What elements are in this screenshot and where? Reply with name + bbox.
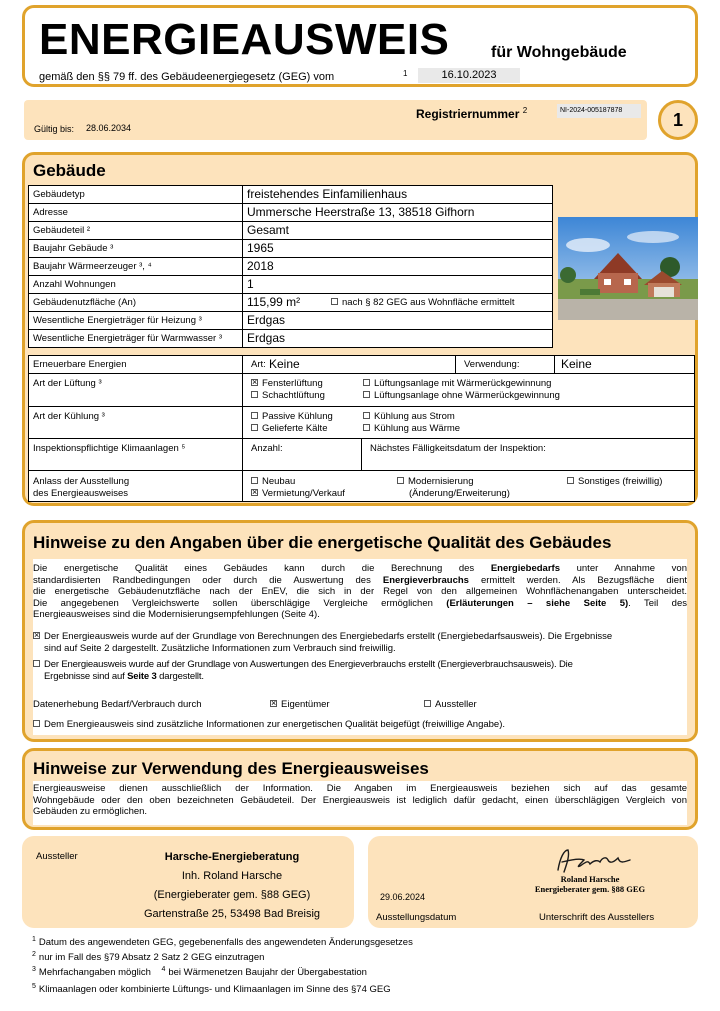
document-title: ENERGIEAUSWEIS — [39, 15, 450, 64]
option-passive-kuehlung[interactable]: Passive Kühlung — [251, 411, 333, 422]
option-aussteller[interactable]: Aussteller — [424, 699, 477, 711]
area-note: nach § 82 GEG aus Wohnfläche ermittelt — [331, 294, 515, 311]
valid-until-value: 28.06.2034 — [86, 123, 132, 133]
document-subtitle: gemäß den §§ 79 ff. des Gebäudeenergiegesetz (GEG) vom — [39, 71, 335, 83]
row-value: 1965 — [242, 239, 553, 258]
renewable-use-value: Keine — [554, 355, 695, 374]
renewable-label: Erneuerbare Energien — [28, 355, 243, 374]
issue-date-label: Ausstellungsdatum — [376, 912, 457, 923]
inspection-due: Nächstes Fälligkeitsdatum der Inspektion: — [361, 438, 695, 471]
issuer-label: Aussteller — [36, 851, 78, 862]
option-gelieferte-kaelte[interactable]: Gelieferte Kälte — [251, 423, 327, 434]
inspection-label: Inspektionspflichtige Klimaanlagen ⁵ — [28, 438, 243, 471]
row-label: Gebäudenutzfläche (An) — [28, 293, 243, 312]
signature-band: 29.06.2024 Ausstellungsdatum Roland Harsche Energieberater gem. §88 GEG Unterschrift des Ausstellers — [368, 836, 698, 928]
row-label: Adresse — [28, 203, 243, 222]
row-value: Erdgas — [242, 311, 553, 330]
inspection-count: Anzahl: — [242, 438, 362, 471]
row-value: Ummersche Heerstraße 13, 38518 Gifhorn — [242, 203, 553, 222]
quality-notes-paragraph: Die energetische Qualität eines Gebäudes kann durch die Berechnung des Energiebedarfs unter Annahme von standardisierten Randbedingungen oder durch die Auswertung des Energieverbrauchs ermittelt werden. Als Bezugsfläche dient die energetische Gebäudenutzfläche nach der EnEV, die sich in der Regel von den allgemeinen Wohnflächenangaben unterscheidet. Die angegebenen Vergleichswerte sollen überschlägige Vergleiche ermöglichen (Erläuterungen – siehe Seite 5). Teil des Energieausweises sind die Modernisierungsempfehlungen (Seite 4). — [33, 563, 687, 621]
row-label: Baujahr Gebäude ³ — [28, 239, 243, 258]
header-box — [22, 5, 698, 87]
cooling-label: Art der Kühlung ³ — [28, 406, 243, 439]
footnote-1: $^1$ Datum des angewendeten GEG, gegebenenfalls des angewendeten Änderungsgesetzes — [32, 936, 413, 948]
row-value: Gesamt — [242, 221, 553, 240]
geg-date: 16.10.2023 — [418, 68, 520, 83]
option-lueftung-ohne-wrg[interactable]: Lüftungsanlage ohne Wärmerückgewinnung — [363, 390, 560, 401]
page-number: 1 — [658, 100, 698, 140]
row-label: Wesentliche Energieträger für Heizung ³ — [28, 311, 243, 330]
option-modernisierung[interactable]: Modernisierung — [397, 476, 473, 487]
valid-until-label: Gültig bis: — [34, 124, 75, 134]
row-label: Anzahl Wohnungen — [28, 275, 243, 294]
option-schachtlueftung[interactable]: Schachtlüftung — [251, 390, 325, 401]
option-bedarfsausweis[interactable]: ×Der Energieausweis wurde auf der Grundlage von Berechnungen des Energiebedarfs erstellt (Energiebedarfsausweis). Die Ergebnisse sind auf Seite 2 dargestellt. Zusätzliche Informationen zum Verbrauch sind freiwillig. — [33, 631, 687, 654]
occasion-label: Anlass der Ausstellung des Energieausweises — [28, 470, 243, 502]
house-photo — [558, 217, 698, 320]
building-section — [22, 152, 698, 506]
issuer-band — [22, 836, 354, 928]
document-title-suffix: für Wohngebäude — [491, 44, 627, 61]
option-eigentuemer[interactable]: × Eigentümer — [270, 699, 330, 711]
usage-notes-section — [22, 748, 698, 830]
option-lueftung-mit-wrg[interactable]: Lüftungsanlage mit Wärmerückgewinnung — [363, 378, 551, 389]
row-value: freistehendes Einfamilienhaus — [242, 185, 553, 204]
footnote-3: $^3$ Mehrfachangaben möglich $^4$ bei Wärmenetzen Baujahr der Übergabestation — [32, 966, 367, 978]
footnote-5: $^5$ Klimaanlagen oder kombinierte Lüftungs- und Klimaanlagen im Sinne des §74 GEG — [32, 983, 391, 995]
data-collection-label: Datenerhebung Bedarf/Verbrauch durch — [33, 699, 202, 710]
cooling-options — [242, 406, 695, 439]
quality-notes-body — [33, 559, 687, 735]
option-vermietung[interactable]: ×Vermietung/Verkauf — [251, 488, 345, 499]
row-label: Wesentliche Energieträger für Warmwasser ³ — [28, 329, 243, 348]
issuer-details: Harsche-Energieberatung Inh. Roland Harsche (Energieberater gem. §88 GEG) Gartenstraße 25, 53498 Bad Breisig — [143, 851, 321, 920]
renewable-art-value: Keine — [269, 357, 300, 371]
row-label: Baujahr Wärmeerzeuger ³, ⁴ — [28, 257, 243, 276]
row-value: 2018 — [242, 257, 553, 276]
ventilation-options — [242, 373, 695, 407]
option-verbrauchsausweis[interactable]: Der Energieausweis wurde auf der Grundlage von Auswertungen des Energieverbrauchs erstellt (Energieverbrauchsausweis). Die Ergebnisse sind auf Seite 3 dargestellt. — [33, 659, 687, 682]
signature-image — [550, 846, 640, 876]
quality-notes-section — [22, 520, 698, 742]
registry-band — [24, 100, 647, 140]
checkbox-area-note[interactable] — [331, 298, 338, 305]
registry-number: NI-2024-005187878 — [557, 104, 641, 118]
quality-notes-title: Hinweise zu den Angaben über die energetische Qualität des Gebäudes — [33, 533, 612, 552]
row-value: Erdgas — [242, 329, 553, 348]
footnote-ref: 1 — [403, 69, 408, 78]
signature-label: Unterschrift des Ausstellers — [539, 912, 655, 923]
registry-label: Registriernummer $^2$ — [416, 106, 528, 121]
option-extra-info[interactable]: Dem Energieausweis sind zusätzliche Informationen zur energetischen Qualität beigefügt (freiwillige Angabe). — [33, 719, 505, 731]
row-label: Gebäudeteil ² — [28, 221, 243, 240]
building-section-title: Gebäude — [33, 161, 106, 180]
usage-notes-body: Energieausweise dienen ausschließlich der Information. Die Angaben im Energieausweis beziehen sich auf das gesamte Wohngebäude oder den oben bezeichneten Gebäudeteil. Der Energieausweis ist lediglich dafür gedacht, einen überschlägigen Vergleich von Gebäuden zu ermöglichen. — [33, 781, 687, 825]
row-value: 1 — [242, 275, 553, 294]
option-kuehlung-strom[interactable]: Kühlung aus Strom — [363, 411, 455, 422]
row-label: Gebäudetyp — [28, 185, 243, 204]
option-kuehlung-waerme[interactable]: Kühlung aus Wärme — [363, 423, 460, 434]
option-sonstiges[interactable]: Sonstiges (freiwillig) — [567, 476, 662, 487]
row-value — [242, 293, 553, 312]
footnote-2: $^2$ nur im Fall des §79 Absatz 2 Satz 2 GEG einzutragen — [32, 951, 265, 963]
option-neubau[interactable]: Neubau — [251, 476, 295, 487]
option-fensterlueftung[interactable]: × Fensterlüftung — [251, 378, 323, 389]
issue-date: 29.06.2024 — [380, 892, 426, 902]
ventilation-label: Art der Lüftung ³ — [28, 373, 243, 407]
area-value: 115,99 m² — [247, 295, 301, 309]
renewable-use-label: Verwendung: — [455, 355, 555, 374]
renewable-art: Art: Keine — [242, 355, 456, 374]
usage-notes-title: Hinweise zur Verwendung des Energieausweises — [33, 759, 429, 778]
occasion-options — [242, 470, 695, 502]
option-modernisierung-note: (Änderung/Erweiterung) — [409, 488, 510, 499]
